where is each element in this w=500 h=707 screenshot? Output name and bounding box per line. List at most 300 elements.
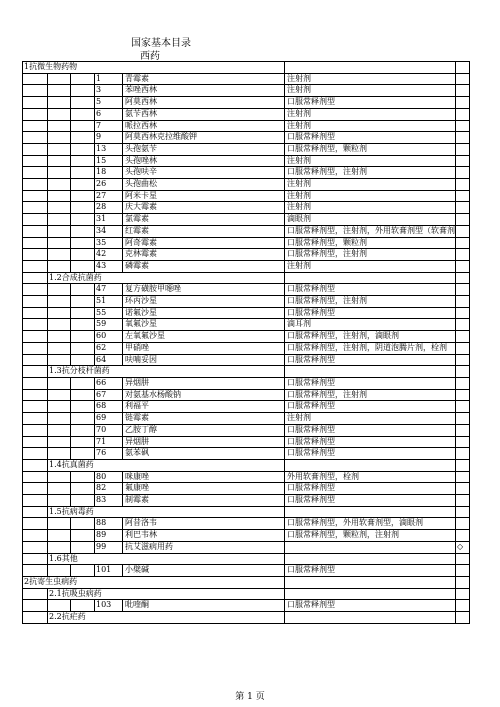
empty-cell [48, 424, 71, 436]
empty-cell [285, 612, 456, 624]
dosage-form: 注射剂 [285, 108, 456, 120]
drug-name: 环丙沙星 [123, 296, 285, 308]
drug-name: 阿奇霉素 [123, 237, 285, 249]
dosage-form: 口服常释剂型 [285, 284, 456, 296]
item-number: 99 [95, 541, 123, 553]
dosage-form: 注射剂 [285, 155, 456, 167]
item-number: 66 [95, 377, 123, 389]
empty-cell [71, 296, 95, 308]
empty-cell [71, 401, 95, 413]
empty-cell [285, 506, 456, 518]
drug-name: 吡喹酮 [123, 600, 285, 612]
item-number: 15 [95, 155, 123, 167]
table-row [23, 260, 470, 272]
drug-name: 头孢唑林 [123, 155, 285, 167]
drug-name: 氯霉素 [123, 214, 285, 226]
table-row [23, 214, 470, 226]
empty-cell [456, 612, 470, 624]
empty-cell [48, 225, 71, 237]
empty-cell [71, 202, 95, 214]
empty-cell [48, 296, 71, 308]
subcategory-label: 2.2抗疟药 [48, 612, 285, 624]
table-row [23, 530, 470, 542]
item-number: 68 [95, 401, 123, 413]
empty-cell [23, 506, 48, 518]
drug-name: 青霉素 [123, 73, 285, 85]
empty-cell [48, 167, 71, 179]
remark-cell [456, 225, 470, 237]
table-row [23, 541, 470, 553]
item-number: 18 [95, 167, 123, 179]
category-label: 1抗微生物药物 [23, 62, 285, 74]
table-row [23, 518, 470, 530]
empty-cell [48, 190, 71, 202]
item-number: 7 [95, 120, 123, 132]
table-row [23, 225, 470, 237]
item-number: 101 [95, 565, 123, 577]
item-number: 82 [95, 483, 123, 495]
table-row [23, 483, 470, 495]
empty-cell [23, 413, 48, 425]
table-row [23, 167, 470, 179]
subcategory-label: 2.1抗吸虫病药 [48, 588, 285, 600]
table-row [23, 377, 470, 389]
drug-name: 头孢曲松 [123, 179, 285, 191]
empty-cell [71, 284, 95, 296]
subcategory-label: 1.5抗病毒药 [48, 506, 285, 518]
table-row [23, 342, 470, 354]
empty-cell [71, 73, 95, 85]
empty-cell [71, 307, 95, 319]
table-row [23, 424, 470, 436]
empty-cell [71, 214, 95, 226]
empty-cell [23, 132, 48, 144]
empty-cell [48, 471, 71, 483]
empty-cell [23, 179, 48, 191]
empty-cell [48, 179, 71, 191]
table-row [23, 237, 470, 249]
drug-name: 异烟肼 [123, 377, 285, 389]
empty-cell [23, 518, 48, 530]
dosage-form: 注射剂 [285, 85, 456, 97]
remark-cell [456, 190, 470, 202]
drug-name: 苯唑西林 [123, 85, 285, 97]
empty-cell [23, 448, 48, 460]
empty-cell [71, 600, 95, 612]
item-number: 6 [95, 108, 123, 120]
empty-cell [71, 179, 95, 191]
empty-cell [23, 471, 48, 483]
empty-cell [48, 518, 71, 530]
section-row [23, 576, 470, 588]
item-number: 35 [95, 237, 123, 249]
drug-name: 阿莫西林克拉维酸钾 [123, 132, 285, 144]
drug-name: 庆大霉素 [123, 202, 285, 214]
dosage-form: 口服常释剂型 [285, 495, 456, 507]
dosage-form: 口服常释剂型 [285, 424, 456, 436]
dosage-form: 口服常释剂型，颗粒剂，注射剂 [285, 530, 456, 542]
remark-cell [456, 495, 470, 507]
item-number: 89 [95, 530, 123, 542]
remark-cell [456, 530, 470, 542]
table-row [23, 413, 470, 425]
remark-cell [456, 214, 470, 226]
table-row [23, 85, 470, 97]
empty-cell [71, 565, 95, 577]
empty-cell [71, 471, 95, 483]
item-number: 3 [95, 85, 123, 97]
empty-cell [48, 260, 71, 272]
item-number: 83 [95, 495, 123, 507]
empty-cell [71, 108, 95, 120]
empty-cell [23, 272, 48, 284]
drug-name: 阿莫西林 [123, 97, 285, 109]
remark-cell [456, 260, 470, 272]
item-number: 34 [95, 225, 123, 237]
empty-cell [71, 342, 95, 354]
drug-name: 对氨基水杨酸钠 [123, 389, 285, 401]
drug-name: 小檗碱 [123, 565, 285, 577]
empty-cell [23, 284, 48, 296]
remark-cell [456, 565, 470, 577]
section-row [23, 506, 470, 518]
empty-cell [48, 307, 71, 319]
empty-cell [23, 553, 48, 565]
subcategory-label: 1.6其他 [48, 553, 285, 565]
item-number: 70 [95, 424, 123, 436]
drug-name: 克林霉素 [123, 249, 285, 261]
dosage-form: 口服常释剂型，注射剂，阴道泡腾片剂，栓剂 [285, 342, 456, 354]
empty-cell [23, 143, 48, 155]
dosage-form: 口服常释剂型，外用软膏剂型，滴眼剂 [285, 518, 456, 530]
item-number: 28 [95, 202, 123, 214]
remark-cell [456, 85, 470, 97]
remark-cell [456, 202, 470, 214]
dosage-form: 口服常释剂型 [285, 97, 456, 109]
table-row [23, 331, 470, 343]
table-row [23, 600, 470, 612]
empty-cell [48, 495, 71, 507]
remark-cell [456, 518, 470, 530]
empty-cell [71, 260, 95, 272]
empty-cell [23, 307, 48, 319]
subcategory-label: 1.3抗分枝杆菌药 [48, 366, 285, 378]
empty-cell [48, 202, 71, 214]
dosage-form: 口服常释剂型 [285, 307, 456, 319]
remark-cell [456, 167, 470, 179]
item-number: 88 [95, 518, 123, 530]
empty-cell [285, 553, 456, 565]
empty-cell [71, 120, 95, 132]
table-row [23, 319, 470, 331]
empty-cell [48, 284, 71, 296]
dosage-form: 注射剂 [285, 260, 456, 272]
drug-name: 异烟肼 [123, 436, 285, 448]
empty-cell [23, 249, 48, 261]
empty-cell [48, 354, 71, 366]
drug-name: 左氧氟沙星 [123, 331, 285, 343]
drug-name: 链霉素 [123, 413, 285, 425]
table-row [23, 97, 470, 109]
empty-cell [23, 389, 48, 401]
drug-name: 氨苯砜 [123, 448, 285, 460]
remark-cell [456, 377, 470, 389]
item-number: 67 [95, 389, 123, 401]
empty-cell [71, 495, 95, 507]
empty-cell [456, 506, 470, 518]
drug-name: 氧氟沙星 [123, 319, 285, 331]
empty-cell [48, 132, 71, 144]
empty-cell [71, 541, 95, 553]
drug-name: 磷霉素 [123, 260, 285, 272]
item-number: 47 [95, 284, 123, 296]
table-row [23, 179, 470, 191]
remark-cell [456, 424, 470, 436]
dosage-form: 口服常释剂型 [285, 565, 456, 577]
empty-cell [48, 448, 71, 460]
empty-cell [23, 319, 48, 331]
empty-cell [48, 530, 71, 542]
empty-cell [23, 354, 48, 366]
drug-name: 复方磺胺甲噁唑 [123, 284, 285, 296]
dosage-form: 口服常释剂型 [285, 448, 456, 460]
dosage-form: 注射剂 [285, 179, 456, 191]
empty-cell [23, 214, 48, 226]
empty-cell [71, 377, 95, 389]
table-row [23, 296, 470, 308]
section-row [23, 612, 470, 624]
empty-cell [48, 377, 71, 389]
empty-cell [23, 495, 48, 507]
remark-cell [456, 237, 470, 249]
remark-cell [456, 108, 470, 120]
table-row [23, 565, 470, 577]
table-row [23, 73, 470, 85]
empty-cell [456, 553, 470, 565]
dosage-form: 口服常释剂型 [285, 401, 456, 413]
remark-cell [456, 143, 470, 155]
remark-cell [456, 319, 470, 331]
empty-cell [456, 366, 470, 378]
remark-cell [456, 73, 470, 85]
empty-cell [456, 62, 470, 74]
empty-cell [285, 576, 456, 588]
empty-cell [48, 401, 71, 413]
empty-cell [71, 85, 95, 97]
table-row [23, 132, 470, 144]
remark-cell [456, 448, 470, 460]
section-row [23, 272, 470, 284]
remark-cell [456, 307, 470, 319]
category-label: 2抗寄生虫病药 [23, 576, 285, 588]
empty-cell [23, 296, 48, 308]
empty-cell [23, 155, 48, 167]
empty-cell [285, 62, 456, 74]
empty-cell [71, 424, 95, 436]
drug-name: 阿米卡星 [123, 190, 285, 202]
remark-cell [456, 249, 470, 261]
item-number: 43 [95, 260, 123, 272]
empty-cell [71, 143, 95, 155]
drug-name: 甲硝唑 [123, 342, 285, 354]
remark-cell [456, 600, 470, 612]
empty-cell [456, 588, 470, 600]
empty-cell [48, 97, 71, 109]
item-number: 80 [95, 471, 123, 483]
section-row [23, 459, 470, 471]
table-row [23, 155, 470, 167]
empty-cell [71, 389, 95, 401]
empty-cell [23, 85, 48, 97]
item-number: 59 [95, 319, 123, 331]
empty-cell [23, 260, 48, 272]
empty-cell [285, 459, 456, 471]
item-number: 1 [95, 73, 123, 85]
remark-cell [456, 179, 470, 191]
item-number: 62 [95, 342, 123, 354]
table-row [23, 389, 470, 401]
dosage-form: 口服常释剂型，注射剂 [285, 249, 456, 261]
subcategory-label: 1.2合成抗菌药 [48, 272, 285, 284]
dosage-form: 注射剂 [285, 413, 456, 425]
item-number: 42 [95, 249, 123, 261]
item-number: 27 [95, 190, 123, 202]
empty-cell [23, 483, 48, 495]
empty-cell [48, 413, 71, 425]
item-number: 51 [95, 296, 123, 308]
empty-cell [23, 73, 48, 85]
dosage-form: 口服常释剂型，颗粒剂 [285, 143, 456, 155]
empty-cell [48, 319, 71, 331]
empty-cell [23, 401, 48, 413]
empty-cell [71, 155, 95, 167]
dosage-form: 注射剂 [285, 202, 456, 214]
empty-cell [48, 331, 71, 343]
drug-name: 氨苄西林 [123, 108, 285, 120]
empty-cell [23, 530, 48, 542]
empty-cell [48, 249, 71, 261]
remark-cell: ◇ [456, 541, 470, 553]
dosage-form: 注射剂 [285, 73, 456, 85]
drug-name: 哌拉西林 [123, 120, 285, 132]
drug-name: 利巴韦林 [123, 530, 285, 542]
empty-cell [23, 342, 48, 354]
item-number: 76 [95, 448, 123, 460]
document-title: 国家基本目录 [131, 38, 191, 49]
drug-name: 头孢呋辛 [123, 167, 285, 179]
dosage-form: 滴耳剂 [285, 319, 456, 331]
empty-cell [48, 214, 71, 226]
dosage-form: 口服常释剂型，注射剂，滴眼剂 [285, 331, 456, 343]
drug-name: 呋喃妥因 [123, 354, 285, 366]
table-row [23, 108, 470, 120]
table-row [23, 495, 470, 507]
empty-cell [71, 530, 95, 542]
empty-cell [48, 120, 71, 132]
empty-cell [71, 225, 95, 237]
dosage-form: 口服常释剂型 [285, 132, 456, 144]
drug-name: 制霉素 [123, 495, 285, 507]
empty-cell [456, 459, 470, 471]
drug-name: 头孢氨苄 [123, 143, 285, 155]
dosage-form: 口服常释剂型，注射剂 [285, 167, 456, 179]
empty-cell [71, 97, 95, 109]
empty-cell [71, 190, 95, 202]
empty-cell [48, 85, 71, 97]
empty-cell [48, 565, 71, 577]
empty-cell [71, 436, 95, 448]
item-number: 5 [95, 97, 123, 109]
remark-cell [456, 342, 470, 354]
empty-cell [456, 272, 470, 284]
drug-name: 阿昔洛韦 [123, 518, 285, 530]
table-row [23, 448, 470, 460]
drug-name: 氟康唑 [123, 483, 285, 495]
empty-cell [23, 202, 48, 214]
drug-catalog-table [22, 61, 470, 624]
dosage-form: 滴眼剂 [285, 214, 456, 226]
empty-cell [48, 436, 71, 448]
dosage-form: 口服常释剂型，颗粒剂 [285, 237, 456, 249]
section-row [23, 62, 470, 74]
empty-cell [23, 366, 48, 378]
empty-cell [71, 331, 95, 343]
table-row [23, 190, 470, 202]
remark-cell [456, 354, 470, 366]
empty-cell [48, 155, 71, 167]
item-number: 31 [95, 214, 123, 226]
empty-cell [285, 366, 456, 378]
drug-name: 咪康唑 [123, 471, 285, 483]
item-number: 71 [95, 436, 123, 448]
item-number: 55 [95, 307, 123, 319]
section-row [23, 553, 470, 565]
drug-name: 红霉素 [123, 225, 285, 237]
table-row [23, 471, 470, 483]
empty-cell [285, 272, 456, 284]
dosage-form: 口服常释剂型，注射剂 [285, 389, 456, 401]
empty-cell [23, 120, 48, 132]
dosage-form: 口服常释剂型，注射剂，外用软膏剂型（软膏剂 [285, 225, 456, 237]
empty-cell [456, 576, 470, 588]
empty-cell [23, 331, 48, 343]
empty-cell [23, 436, 48, 448]
empty-cell [23, 541, 48, 553]
remark-cell [456, 401, 470, 413]
empty-cell [285, 588, 456, 600]
drug-name: 乙胺丁醇 [123, 424, 285, 436]
empty-cell [48, 389, 71, 401]
document-subtitle: 西药 [140, 51, 160, 62]
empty-cell [71, 483, 95, 495]
empty-cell [48, 143, 71, 155]
item-number: 103 [95, 600, 123, 612]
empty-cell [23, 600, 48, 612]
empty-cell [48, 600, 71, 612]
dosage-form: 口服常释剂型，注射剂 [285, 296, 456, 308]
empty-cell [48, 108, 71, 120]
item-number: 26 [95, 179, 123, 191]
empty-cell [48, 483, 71, 495]
empty-cell [23, 424, 48, 436]
empty-cell [48, 342, 71, 354]
dosage-form: 注射剂 [285, 190, 456, 202]
table-row [23, 202, 470, 214]
empty-cell [23, 167, 48, 179]
dosage-form: 外用软膏剂型，栓剂 [285, 471, 456, 483]
empty-cell [48, 73, 71, 85]
empty-cell [23, 377, 48, 389]
